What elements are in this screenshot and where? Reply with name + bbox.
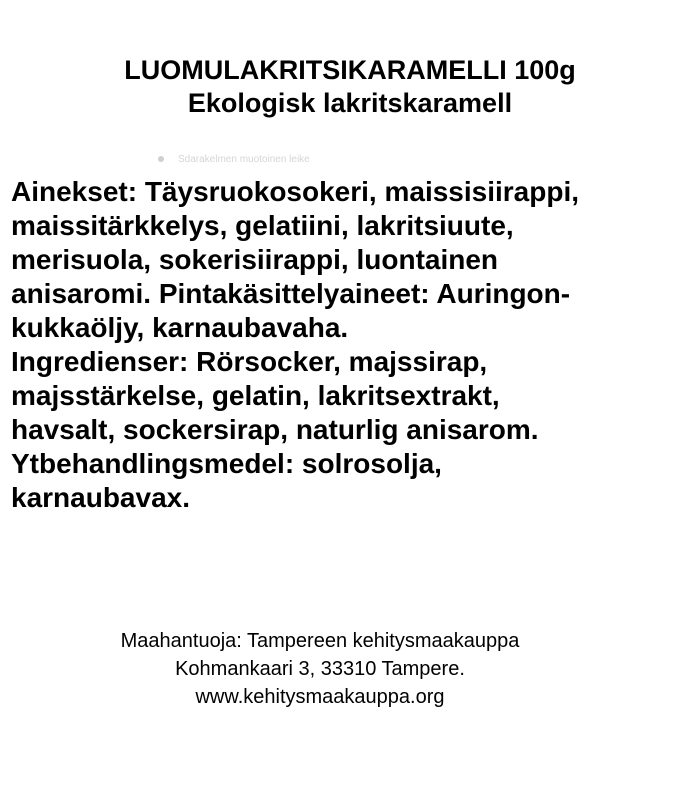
product-title-swedish: Ekologisk lakritskaramell [187,88,513,118]
ingredients-text: Ainekset: Täysruokosokeri, maissisiirappi, maissitärkkelys, gelatiini, lakritsiuute, merisuola, sokerisiirappi, luontainen anisaromi. Pintakäsittelyaineet: Auringon- kukkaöljy, karnaubavaha. Ingredienser: Rörsocker, majssirap, majsstärkelse, gelatin, lakritsextrakt, havsalt, sockersirap, naturlig anisarom. Ytbehandlingsmedel: solrosolja, karnaubavax. [11,176,580,513]
importer-address: Kohmankaari 3, 33310 Tampere. [175,658,465,680]
product-title-finnish: LUOMULAKRITSIKARAMELLI 100g [124,55,576,85]
importer-info [0,627,640,711]
faint-background-note [158,153,408,167]
bullet-icon [158,156,164,162]
faint-note-text: Sdarakelmen muotoinen leike [178,154,310,165]
product-title [0,54,680,120]
importer-website: www.kehitysmaakauppa.org [195,686,445,708]
importer-name: Maahantuoja: Tampereen kehitysmaakauppa [120,630,520,652]
